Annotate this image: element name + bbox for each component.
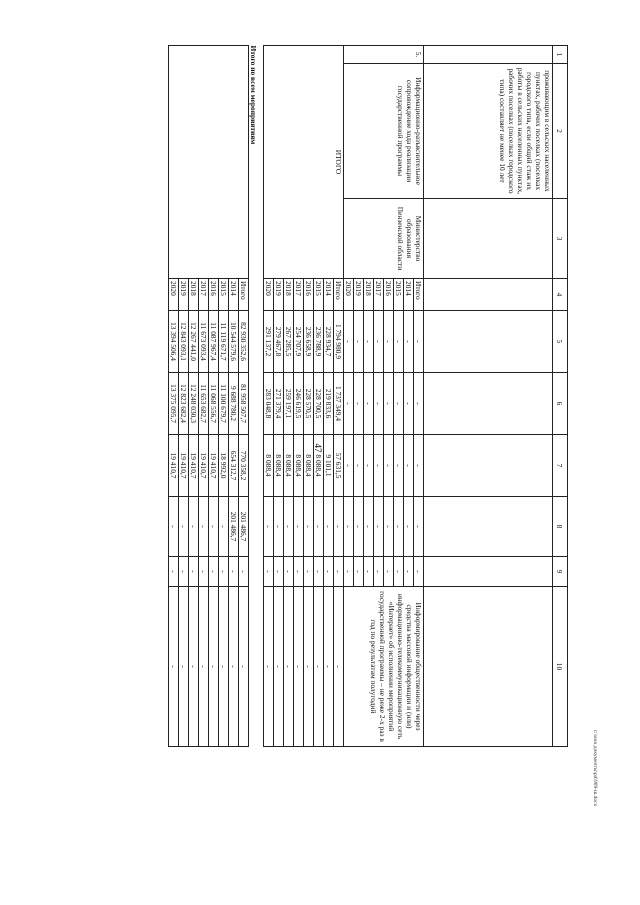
value-cell: - — [374, 373, 384, 435]
itogo-label: ИТОГО — [264, 46, 344, 279]
value-cell: 228 570,5 — [304, 373, 314, 435]
value-cell: - — [264, 497, 274, 557]
value-cell: 82 930 352,6 — [239, 311, 249, 373]
year-cell: 2015 — [394, 279, 404, 311]
cell-empty — [424, 587, 553, 747]
value-cell: - — [384, 373, 394, 435]
year-cell: 2018 — [189, 279, 199, 311]
value-cell: - — [384, 435, 394, 497]
item-executor: Министерство образования Пензенской области — [344, 199, 424, 279]
value-cell: - — [364, 311, 374, 373]
value-cell: - — [189, 497, 199, 557]
value-cell: - — [209, 587, 219, 747]
value-cell: - — [404, 435, 414, 497]
value-cell: 81 958 507,7 — [239, 373, 249, 435]
value-cell: - — [199, 497, 209, 557]
value-cell: 12 843 093,1 — [179, 311, 189, 373]
value-cell: - — [404, 557, 414, 587]
year-cell: 2016 — [384, 279, 394, 311]
value-cell: 8 088,4 — [284, 435, 294, 497]
value-cell: - — [354, 435, 364, 497]
value-cell: - — [229, 587, 239, 747]
value-cell: - — [414, 557, 424, 587]
cell-empty — [424, 279, 553, 311]
value-cell: - — [374, 435, 384, 497]
cell-empty — [424, 557, 553, 587]
value-cell: - — [324, 587, 334, 747]
value-cell: - — [334, 557, 344, 587]
value-cell: - — [314, 587, 324, 747]
all-events-title: Итого по всем мероприятиям — [249, 45, 258, 145]
value-cell: 283 048,8 — [264, 373, 274, 435]
year-cell: 2020 — [264, 279, 274, 311]
value-cell: 11 068 556,7 — [209, 373, 219, 435]
value-cell: - — [304, 497, 314, 557]
value-cell: 770 358,2 — [239, 435, 249, 497]
item-name: Информационно-разъяснительное сопровождение хода реализации государственной программы — [344, 64, 424, 199]
header-col-1: 1 — [553, 46, 568, 64]
cell-empty — [169, 46, 249, 279]
value-cell: - — [384, 311, 394, 373]
year-cell: 2016 — [304, 279, 314, 311]
year-cell: Итого — [334, 279, 344, 311]
value-cell: - — [219, 497, 229, 557]
value-cell: - — [314, 497, 324, 557]
cell-empty — [424, 46, 553, 64]
value-cell: 279 467,8 — [274, 311, 284, 373]
value-cell: - — [394, 497, 404, 557]
value-cell: 11 653 682,7 — [199, 373, 209, 435]
value-cell: 8 088,4 — [274, 435, 284, 497]
value-cell: - — [404, 373, 414, 435]
value-cell: - — [404, 497, 414, 557]
cell-empty — [424, 373, 553, 435]
value-cell: 19 410,7 — [189, 435, 199, 497]
value-cell: - — [314, 557, 324, 587]
value-cell: 57 631,5 — [334, 435, 344, 497]
value-cell: - — [294, 557, 304, 587]
footer-file-path: c:\мои документы\pd\909-ш.docx — [592, 729, 598, 807]
value-cell: 11 087 967,4 — [209, 311, 219, 373]
value-cell: 201 486,7 — [239, 497, 249, 557]
value-cell: - — [344, 435, 354, 497]
value-cell: - — [294, 587, 304, 747]
value-cell: - — [284, 557, 294, 587]
year-cell: 2020 — [344, 279, 354, 311]
value-cell: 8 088,4 — [264, 435, 274, 497]
value-cell: - — [364, 497, 374, 557]
value-cell: - — [374, 557, 384, 587]
value-cell: - — [404, 311, 414, 373]
continued-row — [424, 46, 553, 747]
value-cell: - — [324, 497, 334, 557]
value-cell: 1 737 349,4 — [334, 373, 344, 435]
itogo-row — [334, 46, 344, 747]
value-cell: - — [354, 373, 364, 435]
year-cell: Итого — [239, 279, 249, 311]
value-cell: - — [274, 587, 284, 747]
value-cell: - — [219, 587, 229, 747]
value-cell: - — [354, 311, 364, 373]
value-cell: 267 285,5 — [284, 311, 294, 373]
value-cell: - — [169, 587, 179, 747]
value-cell: 11 100 679,7 — [219, 373, 229, 435]
program-events-table — [168, 45, 568, 747]
value-cell: - — [179, 587, 189, 747]
header-row — [553, 46, 568, 747]
value-cell: - — [384, 497, 394, 557]
value-cell: - — [414, 435, 424, 497]
value-cell: - — [414, 373, 424, 435]
value-cell: - — [364, 435, 374, 497]
value-cell: - — [209, 557, 219, 587]
year-cell: Итого — [414, 279, 424, 311]
value-cell: 271 379,4 — [274, 373, 284, 435]
cell-empty — [424, 497, 553, 557]
header-col-9: 9 — [553, 557, 568, 587]
year-cell: 2019 — [179, 279, 189, 311]
cell-empty — [424, 199, 553, 279]
value-cell: - — [179, 497, 189, 557]
year-cell: 2014 — [404, 279, 414, 311]
value-cell: - — [344, 497, 354, 557]
page-number: 47 — [313, 443, 323, 453]
value-cell: - — [394, 557, 404, 587]
item-result: Информирование общественности через средства массовой информации и (или) информационно-телекоммуникационную сеть «Интернет» об исполнении мероприятий государственной программы – не реже 2-х раз в год по результатам полугодий — [344, 587, 424, 747]
header-col-5: 5 — [553, 311, 568, 373]
value-cell: - — [169, 557, 179, 587]
value-cell: - — [304, 557, 314, 587]
value-cell: 13 375 095,7 — [169, 373, 179, 435]
value-cell: - — [394, 435, 404, 497]
value-cell: 228 934,7 — [324, 311, 334, 373]
item5-row — [414, 46, 424, 747]
value-cell: - — [414, 311, 424, 373]
value-cell: - — [324, 557, 334, 587]
value-cell: 19 410,7 — [209, 435, 219, 497]
value-cell: 11 119 671,7 — [219, 311, 229, 373]
value-cell: - — [334, 497, 344, 557]
year-cell: 2020 — [169, 279, 179, 311]
value-cell: 1 794 980,9 — [334, 311, 344, 373]
header-col-6: 6 — [553, 373, 568, 435]
value-cell: - — [229, 557, 239, 587]
value-cell: 12 267 441,0 — [189, 311, 199, 373]
value-cell: 13 394 506,4 — [169, 311, 179, 373]
value-cell: - — [354, 557, 364, 587]
cell-empty — [424, 435, 553, 497]
all-events-row — [239, 46, 249, 747]
value-cell: 228 700,5 — [314, 373, 324, 435]
value-cell: - — [344, 557, 354, 587]
value-cell: - — [189, 587, 199, 747]
value-cell: - — [344, 311, 354, 373]
value-cell: - — [199, 587, 209, 747]
value-cell: 219 833,6 — [324, 373, 334, 435]
value-cell: - — [384, 557, 394, 587]
value-cell: 19 410,7 — [169, 435, 179, 497]
value-cell: 291 137,2 — [264, 311, 274, 373]
value-cell: 11 673 093,4 — [199, 311, 209, 373]
value-cell: 8 088,4 — [304, 435, 314, 497]
value-cell: - — [209, 497, 219, 557]
year-cell: 2018 — [284, 279, 294, 311]
year-cell: 2019 — [274, 279, 284, 311]
value-cell: - — [354, 497, 364, 557]
all-events-title-row — [249, 46, 264, 747]
cell-empty — [424, 311, 553, 373]
value-cell: - — [239, 557, 249, 587]
value-cell: - — [414, 497, 424, 557]
continued-description: проживающим в сельских населенных пунктах, рабочих поселках (поселках городского типа, если общий стаж их работы в сельских населенных пунктах, рабочих поселках (поселках городского типа) составляет не менее 10 лет — [424, 64, 553, 199]
header-col-7: 7 — [553, 435, 568, 497]
year-cell: 2018 — [364, 279, 374, 311]
year-cell: 2017 — [374, 279, 384, 311]
value-cell: 259 197,1 — [284, 373, 294, 435]
value-cell: - — [179, 557, 189, 587]
value-cell: - — [284, 587, 294, 747]
year-cell: 2014 — [229, 279, 239, 311]
rotated-page-content — [88, 45, 568, 855]
value-cell: 254 707,9 — [294, 311, 304, 373]
value-cell: 236 658,9 — [304, 311, 314, 373]
value-cell: 9 688 780,2 — [229, 373, 239, 435]
value-cell: - — [274, 557, 284, 587]
value-cell: - — [364, 373, 374, 435]
value-cell: 10 544 579,6 — [229, 311, 239, 373]
value-cell: - — [264, 557, 274, 587]
year-cell: 2017 — [294, 279, 304, 311]
value-cell: 8 088,4 — [314, 435, 324, 497]
year-cell: 2019 — [354, 279, 364, 311]
value-cell: - — [239, 587, 249, 747]
header-col-4: 4 — [553, 279, 568, 311]
year-cell: 2016 — [209, 279, 219, 311]
value-cell: 9 101,1 — [324, 435, 334, 497]
value-cell: - — [264, 587, 274, 747]
header-col-3: 3 — [553, 199, 568, 279]
value-cell: - — [394, 311, 404, 373]
value-cell: - — [364, 557, 374, 587]
value-cell: - — [189, 557, 199, 587]
value-cell: 18 992,0 — [219, 435, 229, 497]
value-cell: - — [284, 497, 294, 557]
year-cell: 2014 — [324, 279, 334, 311]
value-cell: - — [334, 587, 344, 747]
year-cell: 2015 — [219, 279, 229, 311]
value-cell: 236 788,9 — [314, 311, 324, 373]
value-cell: - — [344, 373, 354, 435]
value-cell: 19 410,7 — [179, 435, 189, 497]
value-cell: - — [394, 373, 404, 435]
value-cell: - — [374, 497, 384, 557]
value-cell: - — [169, 497, 179, 557]
value-cell: 201 486,7 — [229, 497, 239, 557]
value-cell: - — [294, 497, 304, 557]
value-cell: 8 088,4 — [294, 435, 304, 497]
value-cell: - — [274, 497, 284, 557]
year-cell: 2017 — [199, 279, 209, 311]
value-cell: - — [219, 557, 229, 587]
year-cell: 2015 — [314, 279, 324, 311]
item-number: 5. — [344, 46, 424, 64]
header-col-2: 2 — [553, 64, 568, 199]
value-cell: - — [374, 311, 384, 373]
value-cell: - — [199, 557, 209, 587]
header-col-8: 8 — [553, 497, 568, 557]
value-cell: 12 823 682,4 — [179, 373, 189, 435]
value-cell: 654 312,7 — [229, 435, 239, 497]
value-cell: 246 619,5 — [294, 373, 304, 435]
value-cell: 12 248 030,3 — [189, 373, 199, 435]
header-col-10: 10 — [553, 587, 568, 747]
value-cell: 19 410,7 — [199, 435, 209, 497]
value-cell: - — [304, 587, 314, 747]
